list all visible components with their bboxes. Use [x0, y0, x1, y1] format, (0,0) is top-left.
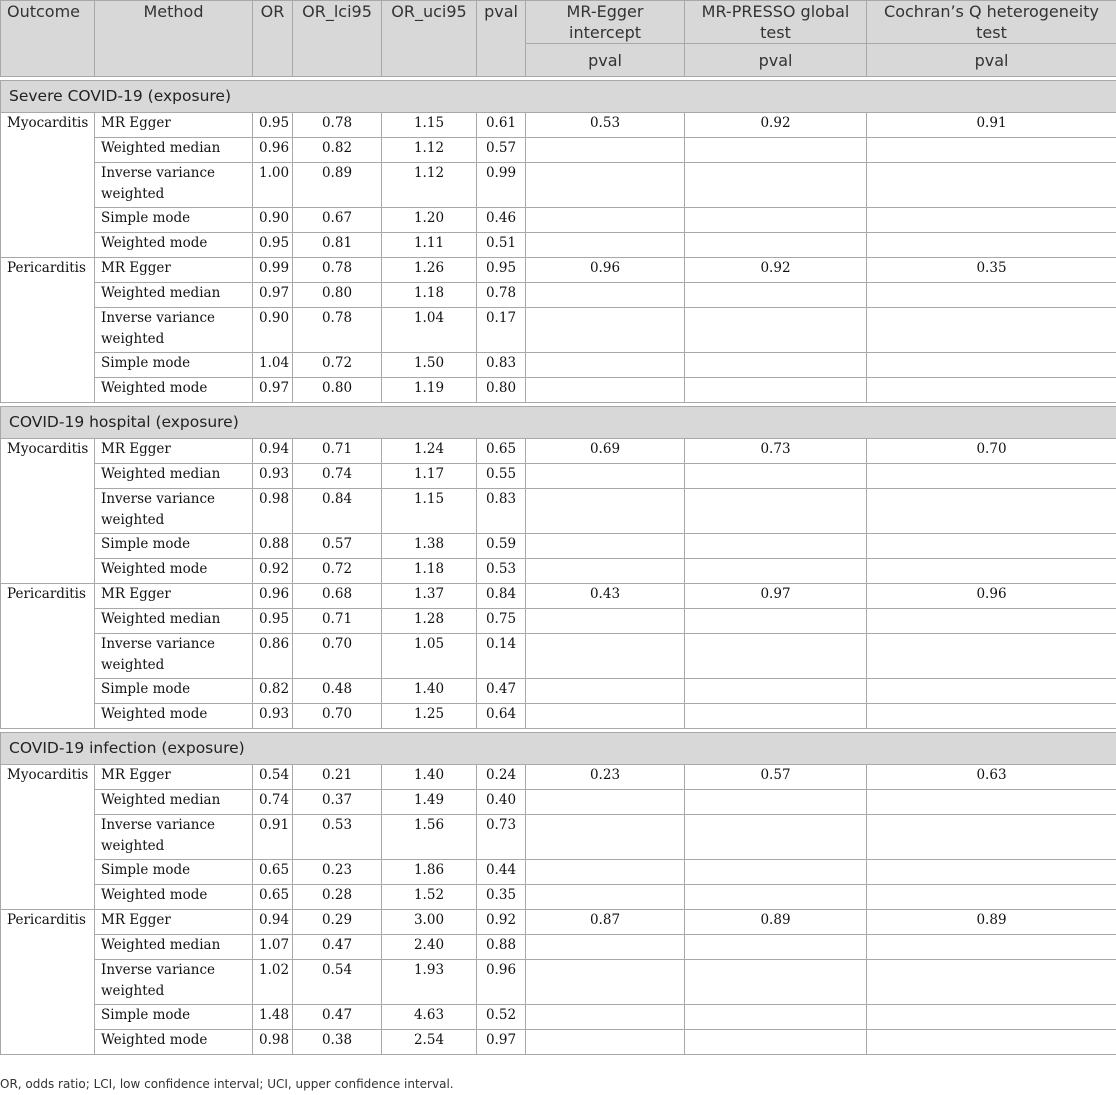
pval-cell: 0.92: [477, 910, 526, 935]
or-cell: 0.92: [253, 559, 293, 584]
table-row: [1, 679, 1116, 704]
or-uci95-cell: 1.38: [382, 534, 477, 559]
or-cell: 0.98: [253, 489, 293, 534]
or-lci95-cell: 0.84: [293, 489, 382, 534]
presso-pval-cell: 0.92: [685, 113, 867, 138]
method-cell: Weighted mode: [95, 704, 253, 729]
or-cell: 0.65: [253, 885, 293, 910]
header-or: OR: [253, 1, 293, 77]
table-row: [1, 283, 1116, 308]
pval-cell: 0.17: [477, 308, 526, 353]
or-cell: 1.02: [253, 960, 293, 1005]
table-row: [1, 584, 1116, 609]
or-cell: 0.95: [253, 609, 293, 634]
egger-pval-cell: 0.87: [526, 910, 685, 935]
or-lci95-cell: 0.38: [293, 1030, 382, 1055]
table-row: [1, 815, 1116, 860]
or-uci95-cell: 1.11: [382, 233, 477, 258]
or-cell: 0.65: [253, 860, 293, 885]
header-cochran-q-test: Cochran’s Q heterogeneity test: [867, 1, 1116, 44]
pval-cell: 0.40: [477, 790, 526, 815]
pval-cell: 0.96: [477, 960, 526, 1005]
table-row: [1, 233, 1116, 258]
method-cell: Inverse variance weighted: [95, 308, 253, 353]
pval-cell: 0.78: [477, 283, 526, 308]
or-lci95-cell: 0.71: [293, 609, 382, 634]
or-lci95-cell: 0.28: [293, 885, 382, 910]
cochran-pval-cell: 0.63: [867, 765, 1116, 790]
table-row: [1, 113, 1116, 138]
or-uci95-cell: 1.05: [382, 634, 477, 679]
method-cell: Inverse variance weighted: [95, 815, 253, 860]
or-lci95-cell: 0.47: [293, 935, 382, 960]
header-or-uci95: OR_uci95: [382, 1, 477, 77]
or-cell: 0.97: [253, 378, 293, 403]
section-row: [1, 81, 1116, 113]
outcome-cell: Myocarditis: [1, 439, 95, 584]
pval-cell: 0.53: [477, 559, 526, 584]
egger-pval-cell: [526, 559, 685, 584]
method-cell: Weighted median: [95, 464, 253, 489]
or-uci95-cell: 2.40: [382, 935, 477, 960]
method-cell: Weighted mode: [95, 559, 253, 584]
table-row: [1, 935, 1116, 960]
presso-pval-cell: [685, 815, 867, 860]
method-cell: Inverse variance weighted: [95, 634, 253, 679]
header-mr-presso-global-test: MR-PRESSO global test: [685, 1, 867, 44]
or-uci95-cell: 1.56: [382, 815, 477, 860]
outcome-cell: Pericarditis: [1, 910, 95, 1055]
or-uci95-cell: 1.86: [382, 860, 477, 885]
cochran-pval-cell: [867, 353, 1116, 378]
egger-pval-cell: [526, 679, 685, 704]
or-uci95-cell: 1.04: [382, 308, 477, 353]
table-row: [1, 378, 1116, 403]
egger-pval-cell: [526, 790, 685, 815]
presso-pval-cell: [685, 860, 867, 885]
cochran-pval-cell: [867, 960, 1116, 1005]
or-lci95-cell: 0.70: [293, 634, 382, 679]
or-uci95-cell: 1.37: [382, 584, 477, 609]
egger-pval-cell: [526, 208, 685, 233]
or-cell: 0.96: [253, 584, 293, 609]
presso-pval-cell: [685, 163, 867, 208]
table-row: [1, 790, 1116, 815]
table-row: [1, 163, 1116, 208]
presso-pval-cell: [685, 790, 867, 815]
pval-cell: 0.35: [477, 885, 526, 910]
table-row: [1, 765, 1116, 790]
pval-cell: 0.83: [477, 489, 526, 534]
pval-cell: 0.88: [477, 935, 526, 960]
pval-cell: 0.97: [477, 1030, 526, 1055]
pval-cell: 0.84: [477, 584, 526, 609]
table-row: [1, 559, 1116, 584]
or-cell: 0.88: [253, 534, 293, 559]
table-header: [1, 1, 1116, 77]
cochran-pval-cell: [867, 559, 1116, 584]
or-cell: 0.94: [253, 439, 293, 464]
or-uci95-cell: 1.52: [382, 885, 477, 910]
egger-pval-cell: 0.96: [526, 258, 685, 283]
egger-pval-cell: [526, 885, 685, 910]
egger-pval-cell: 0.43: [526, 584, 685, 609]
presso-pval-cell: 0.97: [685, 584, 867, 609]
or-uci95-cell: 1.26: [382, 258, 477, 283]
table-row: [1, 258, 1116, 283]
method-cell: Simple mode: [95, 679, 253, 704]
method-cell: MR Egger: [95, 439, 253, 464]
table-row: [1, 1005, 1116, 1030]
cochran-pval-cell: [867, 885, 1116, 910]
or-lci95-cell: 0.68: [293, 584, 382, 609]
table-row: [1, 353, 1116, 378]
or-lci95-cell: 0.78: [293, 258, 382, 283]
or-lci95-cell: 0.23: [293, 860, 382, 885]
header-presso-pval: pval: [685, 44, 867, 77]
method-cell: Weighted mode: [95, 1030, 253, 1055]
or-lci95-cell: 0.57: [293, 534, 382, 559]
cochran-pval-cell: [867, 308, 1116, 353]
method-cell: Inverse variance weighted: [95, 489, 253, 534]
pval-cell: 0.55: [477, 464, 526, 489]
or-cell: 0.93: [253, 464, 293, 489]
presso-pval-cell: [685, 308, 867, 353]
egger-pval-cell: [526, 534, 685, 559]
table-row: [1, 609, 1116, 634]
or-cell: 0.74: [253, 790, 293, 815]
presso-pval-cell: [685, 935, 867, 960]
pval-cell: 0.52: [477, 1005, 526, 1030]
presso-pval-cell: [685, 283, 867, 308]
or-uci95-cell: 1.93: [382, 960, 477, 1005]
or-cell: 1.00: [253, 163, 293, 208]
table-row: [1, 1030, 1116, 1055]
pval-cell: 0.95: [477, 258, 526, 283]
or-uci95-cell: 2.54: [382, 1030, 477, 1055]
or-lci95-cell: 0.80: [293, 378, 382, 403]
cochran-pval-cell: 0.91: [867, 113, 1116, 138]
or-uci95-cell: 1.12: [382, 138, 477, 163]
method-cell: Simple mode: [95, 860, 253, 885]
or-cell: 0.90: [253, 208, 293, 233]
presso-pval-cell: 0.89: [685, 910, 867, 935]
or-lci95-cell: 0.80: [293, 283, 382, 308]
egger-pval-cell: [526, 283, 685, 308]
egger-pval-cell: [526, 163, 685, 208]
method-cell: MR Egger: [95, 258, 253, 283]
egger-pval-cell: [526, 960, 685, 1005]
outcome-cell: Myocarditis: [1, 765, 95, 910]
or-lci95-cell: 0.74: [293, 464, 382, 489]
or-uci95-cell: 1.19: [382, 378, 477, 403]
method-cell: Weighted median: [95, 283, 253, 308]
cochran-pval-cell: 0.70: [867, 439, 1116, 464]
or-cell: 0.95: [253, 113, 293, 138]
presso-pval-cell: [685, 679, 867, 704]
or-lci95-cell: 0.82: [293, 138, 382, 163]
cochran-pval-cell: [867, 489, 1116, 534]
or-lci95-cell: 0.71: [293, 439, 382, 464]
header-or-lci95: OR_lci95: [293, 1, 382, 77]
pval-cell: 0.80: [477, 378, 526, 403]
cochran-pval-cell: [867, 283, 1116, 308]
egger-pval-cell: [526, 489, 685, 534]
outcome-cell: Pericarditis: [1, 584, 95, 729]
cochran-pval-cell: [867, 935, 1116, 960]
or-lci95-cell: 0.48: [293, 679, 382, 704]
pval-cell: 0.44: [477, 860, 526, 885]
or-cell: 0.99: [253, 258, 293, 283]
presso-pval-cell: [685, 704, 867, 729]
presso-pval-cell: [685, 208, 867, 233]
egger-pval-cell: [526, 378, 685, 403]
method-cell: MR Egger: [95, 113, 253, 138]
presso-pval-cell: [685, 464, 867, 489]
cochran-pval-cell: [867, 208, 1116, 233]
egger-pval-cell: [526, 138, 685, 163]
presso-pval-cell: [685, 489, 867, 534]
table-row: [1, 885, 1116, 910]
presso-pval-cell: [685, 353, 867, 378]
method-cell: Weighted mode: [95, 885, 253, 910]
method-cell: Weighted mode: [95, 378, 253, 403]
pval-cell: 0.57: [477, 138, 526, 163]
presso-pval-cell: [685, 233, 867, 258]
egger-pval-cell: [526, 860, 685, 885]
cochran-pval-cell: [867, 704, 1116, 729]
method-cell: Weighted median: [95, 609, 253, 634]
or-uci95-cell: 1.18: [382, 283, 477, 308]
section-title: COVID-19 infection (exposure): [1, 733, 1116, 765]
or-cell: 0.97: [253, 283, 293, 308]
method-cell: Simple mode: [95, 353, 253, 378]
or-uci95-cell: 1.15: [382, 489, 477, 534]
pval-cell: 0.51: [477, 233, 526, 258]
cochran-pval-cell: [867, 163, 1116, 208]
egger-pval-cell: [526, 815, 685, 860]
egger-pval-cell: [526, 308, 685, 353]
or-cell: 0.91: [253, 815, 293, 860]
header-egger-pval: pval: [526, 44, 685, 77]
or-cell: 1.48: [253, 1005, 293, 1030]
outcome-cell: Myocarditis: [1, 113, 95, 258]
or-uci95-cell: 1.28: [382, 609, 477, 634]
or-lci95-cell: 0.78: [293, 113, 382, 138]
table-row: [1, 534, 1116, 559]
or-uci95-cell: 4.63: [382, 1005, 477, 1030]
egger-pval-cell: 0.69: [526, 439, 685, 464]
or-cell: 0.94: [253, 910, 293, 935]
or-lci95-cell: 0.21: [293, 765, 382, 790]
section-row: [1, 733, 1116, 765]
or-lci95-cell: 0.29: [293, 910, 382, 935]
or-uci95-cell: 1.12: [382, 163, 477, 208]
table-row: [1, 910, 1116, 935]
method-cell: Weighted median: [95, 138, 253, 163]
presso-pval-cell: [685, 960, 867, 1005]
or-cell: 0.96: [253, 138, 293, 163]
cochran-pval-cell: [867, 1030, 1116, 1055]
cochran-pval-cell: [867, 815, 1116, 860]
egger-pval-cell: 0.53: [526, 113, 685, 138]
or-lci95-cell: 0.72: [293, 353, 382, 378]
header-mr-egger-intercept: MR-Egger intercept: [526, 1, 685, 44]
method-cell: MR Egger: [95, 584, 253, 609]
egger-pval-cell: [526, 233, 685, 258]
or-lci95-cell: 0.54: [293, 960, 382, 1005]
or-cell: 1.04: [253, 353, 293, 378]
or-cell: 1.07: [253, 935, 293, 960]
cochran-pval-cell: [867, 233, 1116, 258]
header-method: Method: [95, 1, 253, 77]
table-row: [1, 860, 1116, 885]
cochran-pval-cell: [867, 378, 1116, 403]
table-row: [1, 704, 1116, 729]
section-title: COVID-19 hospital (exposure): [1, 407, 1116, 439]
presso-pval-cell: 0.57: [685, 765, 867, 790]
or-uci95-cell: 1.40: [382, 679, 477, 704]
egger-pval-cell: [526, 1030, 685, 1055]
or-cell: 0.86: [253, 634, 293, 679]
pval-cell: 0.83: [477, 353, 526, 378]
presso-pval-cell: [685, 378, 867, 403]
cochran-pval-cell: 0.89: [867, 910, 1116, 935]
method-cell: Simple mode: [95, 534, 253, 559]
egger-pval-cell: [526, 464, 685, 489]
egger-pval-cell: [526, 609, 685, 634]
cochran-pval-cell: 0.96: [867, 584, 1116, 609]
pval-cell: 0.75: [477, 609, 526, 634]
or-lci95-cell: 0.67: [293, 208, 382, 233]
presso-pval-cell: [685, 559, 867, 584]
method-cell: Simple mode: [95, 1005, 253, 1030]
pval-cell: 0.64: [477, 704, 526, 729]
section-row: [1, 407, 1116, 439]
or-cell: 0.54: [253, 765, 293, 790]
table-row: [1, 439, 1116, 464]
method-cell: Simple mode: [95, 208, 253, 233]
cochran-pval-cell: [867, 138, 1116, 163]
or-uci95-cell: 1.40: [382, 765, 477, 790]
method-cell: Inverse variance weighted: [95, 960, 253, 1005]
header-outcome: Outcome: [1, 1, 95, 77]
or-lci95-cell: 0.47: [293, 1005, 382, 1030]
or-uci95-cell: 1.25: [382, 704, 477, 729]
pval-cell: 0.61: [477, 113, 526, 138]
or-lci95-cell: 0.37: [293, 790, 382, 815]
table-row: [1, 464, 1116, 489]
or-lci95-cell: 0.81: [293, 233, 382, 258]
method-cell: Weighted mode: [95, 233, 253, 258]
or-lci95-cell: 0.70: [293, 704, 382, 729]
cochran-pval-cell: [867, 860, 1116, 885]
cochran-pval-cell: [867, 679, 1116, 704]
presso-pval-cell: [685, 634, 867, 679]
or-cell: 0.82: [253, 679, 293, 704]
pval-cell: 0.65: [477, 439, 526, 464]
egger-pval-cell: [526, 704, 685, 729]
table-body: [1, 77, 1116, 1055]
table-row: [1, 634, 1116, 679]
section-title: Severe COVID-19 (exposure): [1, 81, 1116, 113]
or-cell: 0.93: [253, 704, 293, 729]
table-row: [1, 208, 1116, 233]
cochran-pval-cell: [867, 634, 1116, 679]
table-row: [1, 308, 1116, 353]
presso-pval-cell: [685, 1030, 867, 1055]
cochran-pval-cell: [867, 609, 1116, 634]
or-lci95-cell: 0.72: [293, 559, 382, 584]
presso-pval-cell: [685, 885, 867, 910]
or-lci95-cell: 0.89: [293, 163, 382, 208]
or-uci95-cell: 1.24: [382, 439, 477, 464]
method-cell: Inverse variance weighted: [95, 163, 253, 208]
or-cell: 0.95: [253, 233, 293, 258]
or-lci95-cell: 0.53: [293, 815, 382, 860]
pval-cell: 0.24: [477, 765, 526, 790]
presso-pval-cell: [685, 609, 867, 634]
pval-cell: 0.59: [477, 534, 526, 559]
header-cochran-pval: pval: [867, 44, 1116, 77]
pval-cell: 0.99: [477, 163, 526, 208]
egger-pval-cell: [526, 634, 685, 679]
cochran-pval-cell: [867, 1005, 1116, 1030]
outcome-cell: Pericarditis: [1, 258, 95, 403]
pval-cell: 0.47: [477, 679, 526, 704]
cochran-pval-cell: 0.35: [867, 258, 1116, 283]
or-uci95-cell: 1.20: [382, 208, 477, 233]
egger-pval-cell: [526, 935, 685, 960]
cochran-pval-cell: [867, 464, 1116, 489]
or-uci95-cell: 3.00: [382, 910, 477, 935]
egger-pval-cell: 0.23: [526, 765, 685, 790]
presso-pval-cell: [685, 1005, 867, 1030]
egger-pval-cell: [526, 1005, 685, 1030]
presso-pval-cell: 0.92: [685, 258, 867, 283]
presso-pval-cell: 0.73: [685, 439, 867, 464]
table-row: [1, 138, 1116, 163]
table-row: [1, 489, 1116, 534]
method-cell: Weighted median: [95, 790, 253, 815]
cochran-pval-cell: [867, 534, 1116, 559]
or-cell: 0.90: [253, 308, 293, 353]
method-cell: MR Egger: [95, 910, 253, 935]
pval-cell: 0.46: [477, 208, 526, 233]
or-uci95-cell: 1.15: [382, 113, 477, 138]
or-uci95-cell: 1.18: [382, 559, 477, 584]
method-cell: MR Egger: [95, 765, 253, 790]
table-row: [1, 960, 1116, 1005]
pval-cell: 0.14: [477, 634, 526, 679]
pval-cell: 0.73: [477, 815, 526, 860]
header-pval: pval: [477, 1, 526, 77]
presso-pval-cell: [685, 534, 867, 559]
table-footnote: OR, odds ratio; LCI, low confidence interval; UCI, upper confidence interval.: [0, 1077, 454, 1091]
or-uci95-cell: 1.50: [382, 353, 477, 378]
or-uci95-cell: 1.17: [382, 464, 477, 489]
cochran-pval-cell: [867, 790, 1116, 815]
method-cell: Weighted median: [95, 935, 253, 960]
presso-pval-cell: [685, 138, 867, 163]
egger-pval-cell: [526, 353, 685, 378]
or-uci95-cell: 1.49: [382, 790, 477, 815]
or-lci95-cell: 0.78: [293, 308, 382, 353]
or-cell: 0.98: [253, 1030, 293, 1055]
